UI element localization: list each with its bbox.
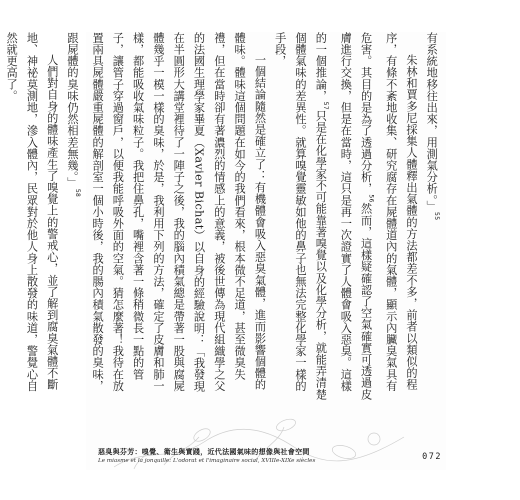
paragraph: 有系統地移往出來，用測氣分析。」$^{55}$ (425, 32, 440, 221)
footnote-ref[interactable]: 57 (322, 101, 330, 111)
running-title-original: Le miasme et la jonquille: L'odorat et l'imaginaire social, XVIIIe-XIXe siècles (98, 458, 316, 464)
book-page (5, 32, 446, 470)
footnote-ref[interactable]: 56 (367, 194, 375, 203)
page-number: 072 (422, 452, 442, 462)
paragraph: 朱林和賈多尼採集人體釋出氣體的方法都差不多，前者以類似的程序，有條不紊地收集、研究腐存在屍體道內的氣體，顯示內臟臭氣具有危害。其目的是為了透過分析，$^{56}$然而，這樣疑確認了空氣確實可透過皮膚進行交換，但是在當時，這只是再一次證實了人體會吸入惡臭。這樣的一個推論，$^{57}$只是在化學家不可能靠著嗅覺以及化學分析，就能弄清楚個體氣味的差異性。就算嗅覺靈敏如他的鼻子也無法完整化學家一樣的手段， (273, 32, 418, 401)
running-title: 惡臭與芬芳：嗅覺、衛生與實踐，近代法國氣味的想像與社會空間 (98, 447, 310, 456)
footnote-ref[interactable]: 55 (433, 212, 440, 221)
body-text (5, 32, 446, 402)
footnote-ref[interactable]: 58 (73, 188, 81, 198)
paragraph: 人們對自身的體味產生了嗅覺上的警戒心，並了解到腐臭氣體不斷地、神祕莫測地，滲入體內，民眾對於他人身上散發的味道，警覺心自然就更高了。 (5, 32, 59, 392)
floral-illustration (104, 407, 424, 475)
paragraph: 一個結論隨然是確立了：有機體會吸入惡臭氣體，進而影響個體的體味。體味這個問題在如今的我們看來，根本微不足道，甚至微臭失禮，但在當時卻有著濃烈的情感上的意義，被後世傳為現代組織學之父的法國生理學家畢夏（Xavier Bichat）以自身的經驗說明：「我發現在半圓形大講堂裡待了一陣子之後，我的腦內積氣總是帶著一股與腐屍體幾乎一模一樣的臭味，於是，我利用下列的方法，確定了皮膚和肺一樣，都能吸收氣味粒子。我把住鼻孔，嘴裡含著一條稍微長一點的管子，讓管子穿過窗戶，以便我能呼吸外面的空氣。猜怎麼著！我待在放置兩具屍體嚴重屍體的解剖室一個小時後，我的腸內積氣散發的臭味，跟屍體的臭味仍然相差無幾。」$^{58}$ (66, 32, 267, 393)
